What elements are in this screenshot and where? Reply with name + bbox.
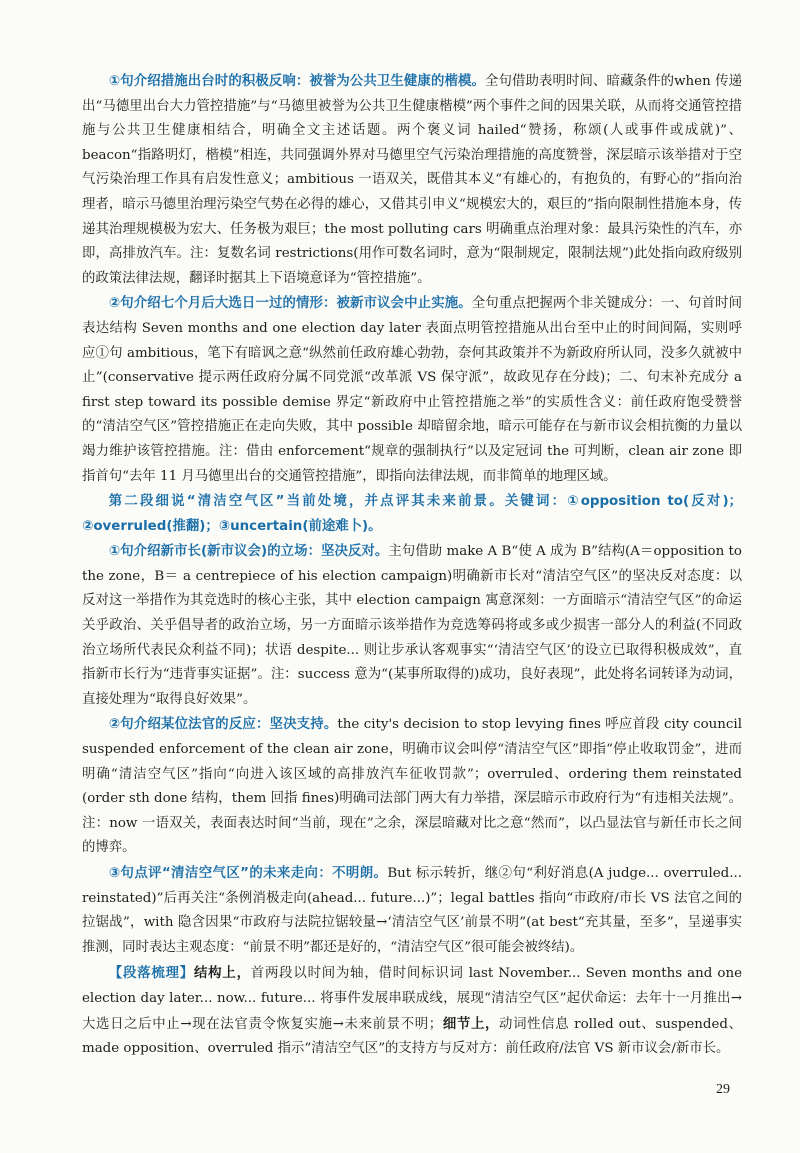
paragraph-sentence2 [82, 292, 742, 489]
s2-sentence1-heading: ①句介绍新市长(新市议会)的立场：坚决反对。 [108, 544, 389, 560]
s2-sentence3-body: But 标示转折，继②句“利好消息(A judge... overruled... reinstated)”后再关注“条例消极走向(ahead... future...)”；legal battles 指向“市政府/市长 VS 法官之间的拉锯战”，with 隐含因果“市政府与法院拉锯较量→‘清洁空气区’前景不明”(at best“充其量，至多”，呈递事实推测，同时表达主观态度：“前景不明”都还是好的，“清洁空气区”很可能会被终结)。 [82, 866, 742, 955]
section2-heading-text: 第二段细说“清洁空气区”当前处境，并点评其未来前景。关键词：①opposition to(反对)；②overruled(推翻)；③uncertain(前途难卜)。 [82, 494, 742, 534]
section2-heading [82, 490, 742, 539]
sentence2-body: 全句重点把握两个非关键成分：一、句首时间表达结构 Seven months and one election day later 表面点明管控措施从出台至中止的时间间隔，实则呼应①句 ambitious，笔下有暗讽之意“纵然前任政府雄心勃勃，奈何其政策并不为新政府所认同，没多久就被中止”(conservative 提示两任政府分属不同党派“改革派 VS 保守派”，故政见存在分歧)；二、句末补充成分 a first step toward its possible demise 界定“新政府中止管控措施之举”的实质性含义：前任政府饱受赞誉的“清洁空气区”管控措施正在走向失败，其中 possible 却暗留余地，暗示可能存在与新市议会相抗衡的力量以竭力维护该管控措施。注：借由 enforcement“规章的强制执行”以及定冠词 the 可判断，clean air zone 即指首句“去年 11 月马德里出台的交通管控措施”，即指向法律法规，而非简单的地理区域。 [82, 296, 742, 484]
page-content [82, 70, 742, 1062]
sentence1-body: 全句借助表明时间、暗藏条件的when 传递出“马德里出台大力管控措施”与“马德里被誉为公共卫生健康楷模”两个事件之间的因果关联，从而将交通管控措施与公共卫生健康相结合，明确全文主述话题。两个褒义词 hailed“赞扬，称颂(人或事件或成就)”、beacon“指路明灯，楷模”相连，共同强调外界对马德里空气污染治理措施的高度赞誉，深层暗示该举措对于空气污染治理工作具有启发性意义；ambitious 一语双关，既借其本义“有雄心的，有抱负的，有野心的”指向治理者，暗示马德里治理污染空气势在必得的雄心，又借其引申义“规模宏大的，艰巨的”指向限制性措施本身，传递其治理规模极为宏大、任务极为艰巨；the most polluting cars 明确重点治理对象：最具污染性的汽车，亦即，高排放汽车。注：复数名词 restrictions(用作可数名词时，意为“限制规定，限制法规”)此处指向政府级别的政策法律法规，翻译时据其上下语境意译为“管控措施”。 [82, 74, 743, 286]
summary-structure-label: 结构上， [193, 965, 251, 982]
paragraph-sentence1 [82, 70, 742, 291]
summary-detail-label: 细节上， [442, 1015, 500, 1032]
paragraph-s2-sentence2 [82, 713, 742, 861]
paragraph-summary [82, 961, 742, 1061]
paragraph-s2-sentence3 [82, 862, 742, 960]
s2-sentence1-body: 主句借助 make A B“使 A 成为 B”结构(A＝opposition to the zone，B＝ a centrepiece of his election campaign)明确新市长对“清洁空气区”的坚决反对态度：以反对这一举措作为其竞选时的核心主张，其中 election campaign 寓意深刻：一方面暗示“清洁空气区”的命运关乎政治、关乎倡导者的政治立场，另一方面暗示该举措作为竞选筹码将或多或少损害一部分人的利益(不同政治立场所代表民众利益不同)；状语 despite... 则让步承认客观事实“‘清洁空气区’的设立已取得积极成效”，直指新市长行为“违背事实证据”。注：success 意为“(某事所取得的)成功，良好表现”，此处将名词转译为动词，直接处理为“取得良好效果”。 [82, 544, 742, 707]
sentence2-heading: ②句介绍七个月后大选日一过的情形：被新市议会中止实施。 [108, 296, 472, 312]
summary-structure-text: 首两段以时间为轴，借时间标识词 last November... Seven months and one election day later... now... future... 将事件发展串联成线，展现“清洁空气区”起伏命运：去年十一月推出→大选日之后中止→现在法官责令恢复实施→未来前景不明； [82, 966, 743, 1032]
page-number: 29 [716, 1082, 730, 1097]
s2-sentence2-heading: ②句介绍某位法官的反应：坚决支持。 [108, 717, 338, 733]
summary-label: 【段落梳理】 [108, 966, 194, 982]
s2-sentence2-body: the city's decision to stop levying fines 呼应首段 city council suspended enforcement of the clean air zone，明确市议会叫停“清洁空气区”即指“停止收取罚金”，进而明确“清洁空气区”指向“向进入该区域的高排放汽车征收罚款”；overruled、ordering them reinstated (order sth done 结构，them 回指 fines)明确司法部门两大有力举措，深层暗示市政府行为“有违相关法规”。注：now 一语双关，表面表达时间“当前，现在”之余，深层暗藏对比之意“然而”，以凸显法官与新任市长之间的博弈。 [82, 717, 742, 856]
sentence1-heading: ①句介绍措施出台时的积极反响：被誉为公共卫生健康的楷模。 [108, 74, 485, 89]
paragraph-s2-sentence1 [82, 540, 742, 712]
summary-detail-text: 动词性信息 rolled out、suspended、made opposition、overruled 指示“清洁空气区”的支持方与反对方：前任政府/法官 VS 新市议会/新市长。 [82, 1016, 742, 1057]
s2-sentence3-heading: ③句点评“清洁空气区”的未来走向：不明朗。 [108, 866, 388, 881]
